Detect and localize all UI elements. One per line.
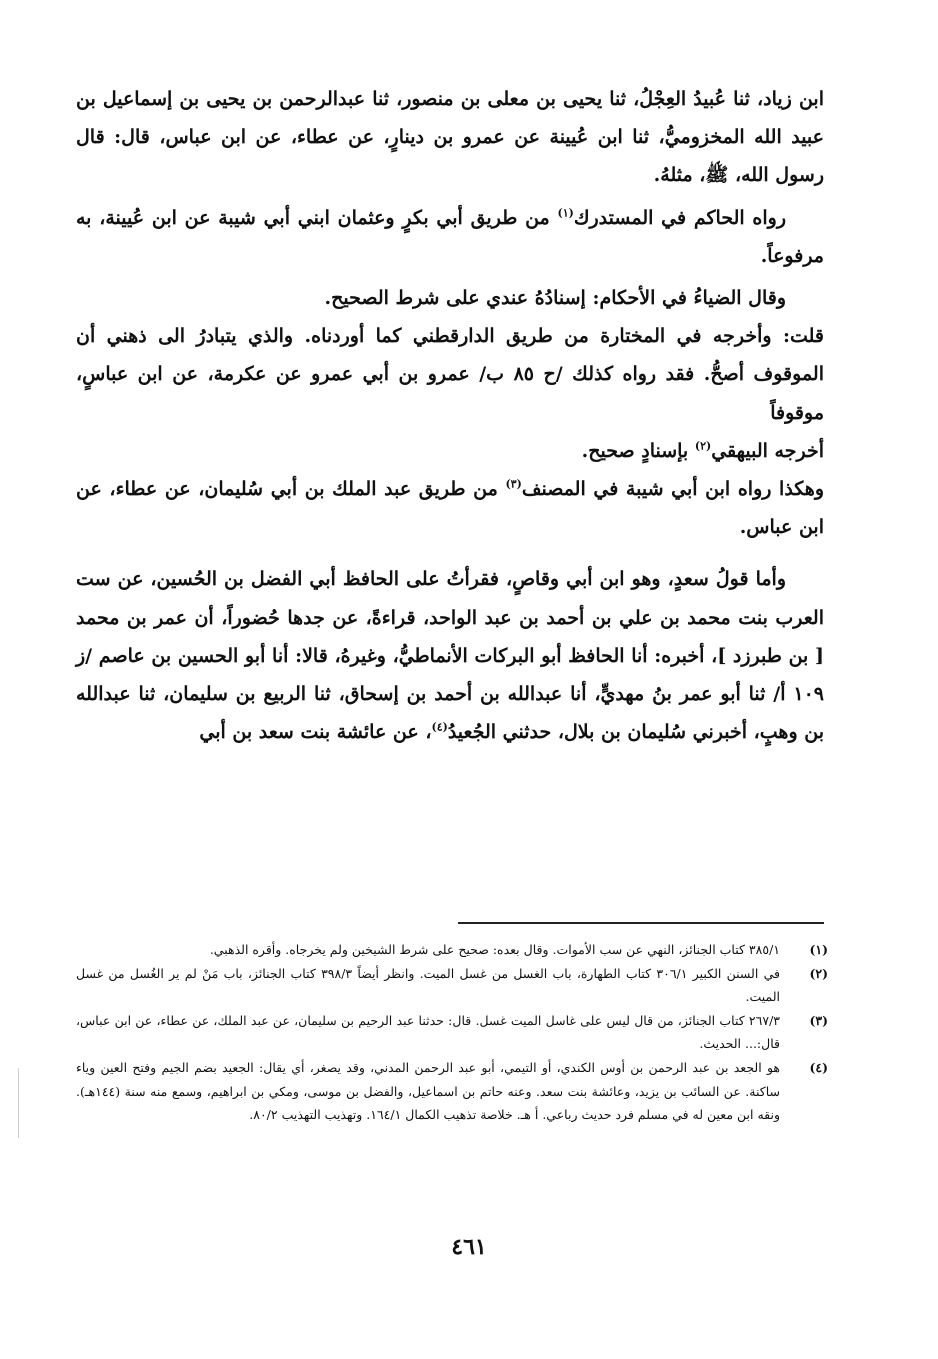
paragraph-6-text-b: من طريق عبد الملك بن أبي سُليمان، عن عطاء، عن ابن عباس. xyxy=(76,478,824,539)
paragraph-2-text-b: من طريق أبي بكرٍ وعثمان ابني أبي شيبة عن ابن عُيينة، به مرفوعاً. xyxy=(76,206,824,267)
footnote-ref-3[interactable]: (٣) xyxy=(505,477,522,491)
paragraph-1-text: ابن زياد، ثنا عُبيدُ العِجْلُ، ثنا يحيى بن معلى بن منصور، ثنا عبدالرحمن بن يحيى بن إسماعيل بن عبيد الله المخزوميُّ، ثنا ابن عُيينة عن عمرو بن دينارٍ، عن عطاء، عن ابن عباس، قال: قال رسول الله، ﷺ، مثلهُ. xyxy=(76,88,824,187)
paragraph-2-text-a: رواه الحاكم في المستدرك xyxy=(573,206,786,229)
paragraph-4 xyxy=(76,317,824,432)
paragraph-5-text-b: بإسنادٍ صحيح. xyxy=(581,439,695,462)
paragraph-6-text-a: وهكذا رواه ابن أبي شيبة في المصنف xyxy=(521,478,824,501)
margin-scan-mark xyxy=(18,1068,19,1138)
footnote-number: (١) xyxy=(809,942,828,957)
footnote-ref-1[interactable]: (١) xyxy=(557,206,574,220)
footnote-text: في السنن الكبير ٣٠٦/١ كتاب الطهارة، باب الغسل من غسل الميت. وانظر أيضاً ٣٩٨/٣ كتاب الجنائز، باب مَنْ لم ير الغُسل من غسل الميت. xyxy=(76,965,780,1005)
paragraph-3-text: وقال الضياءُ في الأحكام: إسنادُهُ عندي على شرط الصحيح. xyxy=(324,287,786,310)
footnote-4 xyxy=(76,1056,828,1127)
footnote-text: ٣٨٥/١ كتاب الجنائز، النهي عن سب الأموات. وقال بعده: صحيح على شرط الشيخين ولم يخرجاه. وأقره الذهبي. xyxy=(209,942,780,957)
footnote-1 xyxy=(76,938,828,962)
footnote-separator xyxy=(458,922,824,924)
paragraph-3 xyxy=(76,279,824,317)
footnote-3 xyxy=(76,1009,828,1056)
paragraph-7-text-a: وأما قولُ سعدٍ، وهو ابن أبي وقاصٍ، فقرأتُ على الحافظ أبي الفضل بن الحُسين، عن ست العرب بنت محمد بن علي بن أحمد بن عبد الواحد، قراءةً، عن جدها حُضوراً، أن عمر بن محمد [ بن طبرزد ]، أخبره: أنا الحافظ أبو البركات الأنماطيُّ، وغيرهُ، قالا: أنا أبو الحسين بن عاصم /ز ١٠٩ أ/ ثنا أبو عمر بنُ مهديٍّ، أنا عبدالله بن أحمد بن إسحاق، ثنا الربيع بن سليمان، ثنا عبدالله بن وهبٍ، أخبرني سُليمان بن بلال، حدثني الجُعيدُ xyxy=(76,568,824,744)
paragraph-1 xyxy=(76,80,824,195)
page-number: ٤٦١ xyxy=(451,1234,487,1260)
footnote-number: (٤) xyxy=(809,1059,828,1075)
footnote-ref-2[interactable]: (٢) xyxy=(694,439,712,453)
paragraph-7-text-b: ، عن عائشة بنت سعد بن أبي xyxy=(199,721,432,744)
footnote-text: ٢٦٧/٣ كتاب الجنائز، من قال ليس على غاسل الميت غسل. قال: حدثنا عبد الرحيم بن سليمان، عن عبد الملك، عن عطاء، عن ابن عباس، قال:... الحديث. xyxy=(76,1012,780,1052)
footnote-number: (٣) xyxy=(809,1012,828,1028)
paragraph-7 xyxy=(76,560,824,751)
paragraph-4-text: قلت: وأخرجه في المختارة من طريق الدارقطني كما أوردناه. والذي يتبادرُ الى ذهني أن الموقوف أصحُّ. فقد رواه كذلك /ح ٨٥ ب/ عمرو بن أبي عمرو عن عكرمة، عن ابن عباسٍ، موقوفاً xyxy=(76,325,825,424)
main-text xyxy=(76,80,824,751)
footnotes-section xyxy=(76,938,828,1127)
paragraph-6 xyxy=(76,470,824,546)
footnote-number: (٢) xyxy=(809,965,828,981)
paragraph-5 xyxy=(76,432,824,470)
footnote-ref-4[interactable]: (٤) xyxy=(431,720,448,734)
footnote-text: هو الجعد بن عبد الرحمن بن أوس الكندي، أو التيمي، أبو عبد الرحمن المدني، وقد يصغر، أي يقال: الجعيد بضم الجيم وفتح العين وياء ساكنة. عن السائب بن يزيد، وعائشة بنت سعد. وعنه حاتم بن اسماعيل، والفضل بن موسى، ومكي بن ابراهيم، وسمع منه سنة (١٤٤هـ). ونقه ابن معين له في مسلم فرد حديث رباعي. أ هـ. خلاصة تذهيب الكمال ١٦٤/١. وتهذيب التهذيب ٨٠/٢. xyxy=(76,1059,780,1123)
paragraph-5-text-a: أخرجه البيهقي xyxy=(711,439,824,462)
paragraph-2 xyxy=(76,199,824,275)
footnote-2 xyxy=(76,962,828,1009)
